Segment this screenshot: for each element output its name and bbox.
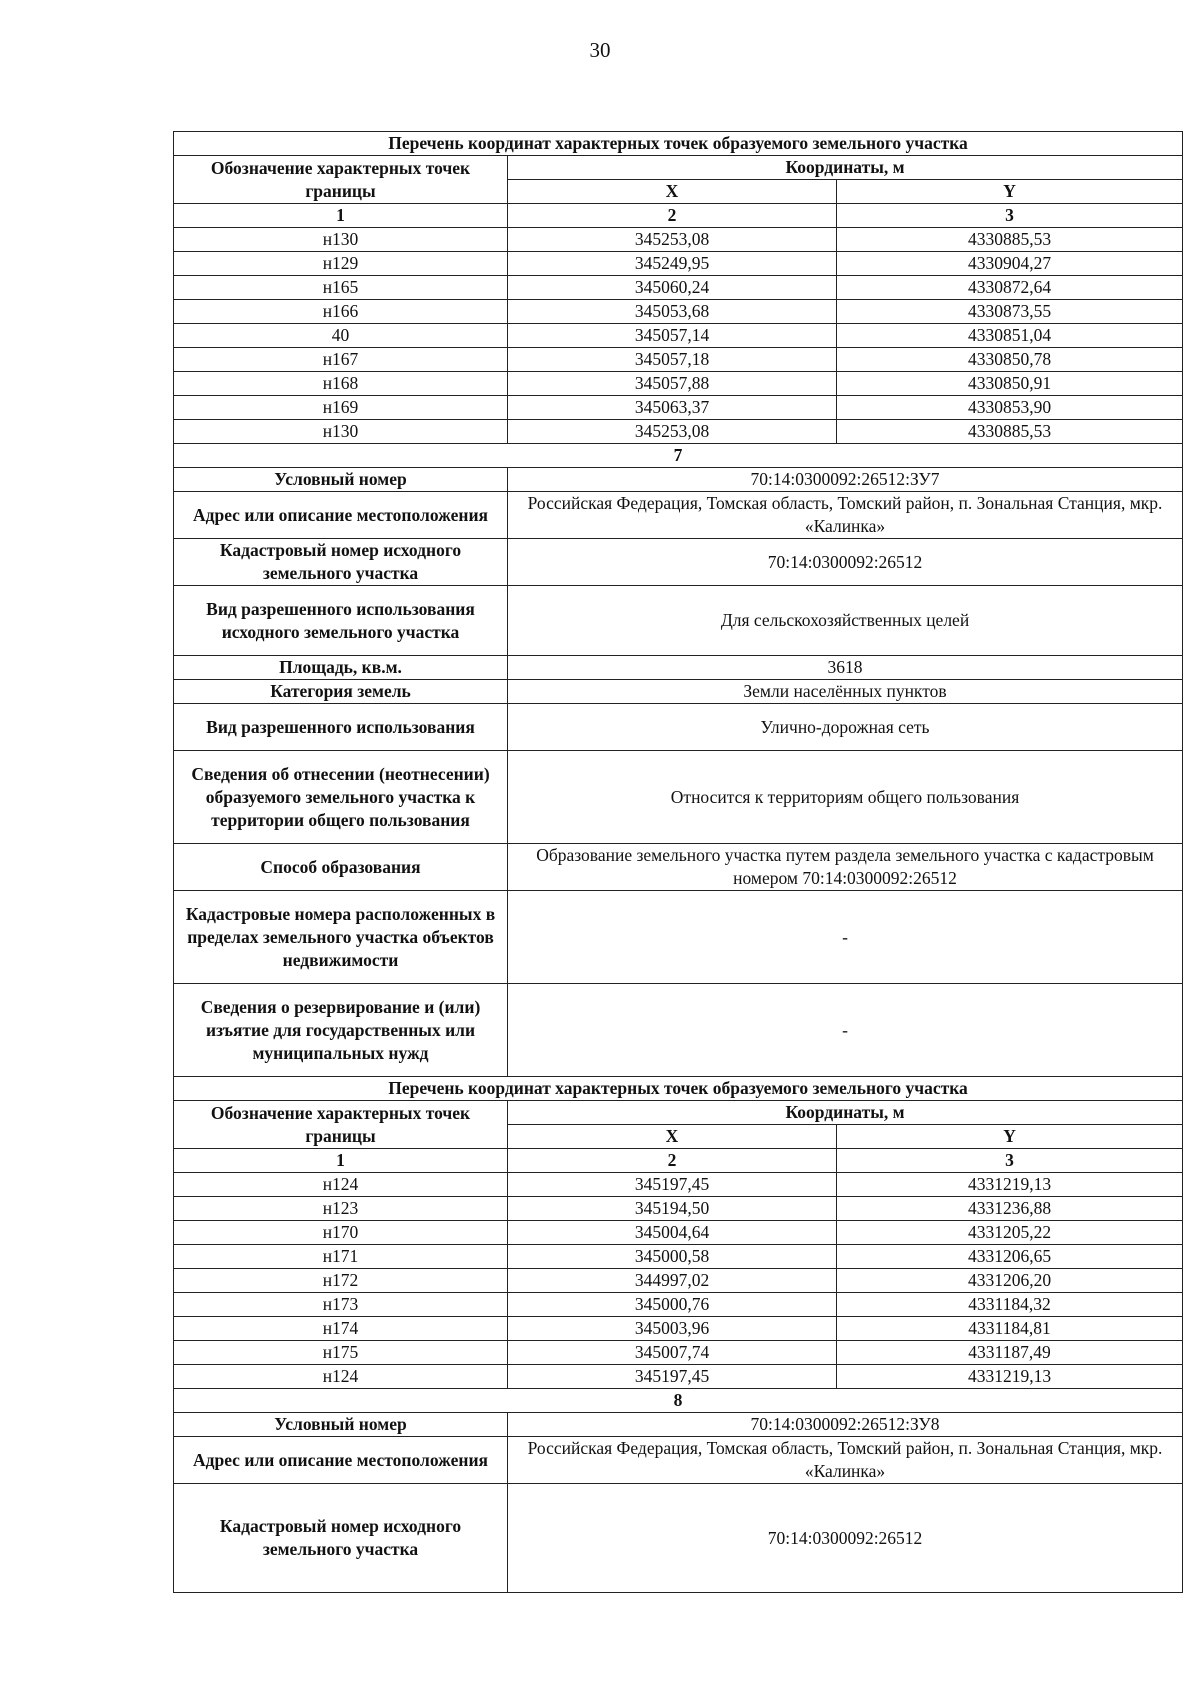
- field-value: -: [508, 891, 1183, 984]
- x-header: X: [508, 1125, 837, 1149]
- table-row: [174, 348, 1183, 372]
- table-row: [174, 1245, 1183, 1269]
- plot-number-8: 8: [174, 1389, 1183, 1413]
- coord-x: 345253,08: [508, 420, 837, 444]
- field-label: Адрес или описание местоположения: [174, 492, 508, 539]
- page-number: 30: [589, 38, 611, 62]
- column-number-3: 3: [837, 1149, 1183, 1173]
- y-header: Y: [837, 1125, 1183, 1149]
- coord-y: 4331219,13: [837, 1365, 1183, 1389]
- coord-x: 345057,14: [508, 324, 837, 348]
- point-id: н171: [174, 1245, 508, 1269]
- point-id: н130: [174, 228, 508, 252]
- point-id: н169: [174, 396, 508, 420]
- y-header: Y: [837, 180, 1183, 204]
- coord-y: 4330873,55: [837, 300, 1183, 324]
- coord-x: 345000,76: [508, 1293, 837, 1317]
- field-label: Вид разрешенного использования: [174, 704, 508, 751]
- field-label: Способ образования: [174, 844, 508, 891]
- coords-title-2: Перечень координат характерных точек образуемого земельного участка: [174, 1077, 1183, 1101]
- coord-y: 4331236,88: [837, 1197, 1183, 1221]
- table-row: [174, 276, 1183, 300]
- field-value: Для сельскохозяйственных целей: [508, 586, 1183, 656]
- point-id: н123: [174, 1197, 508, 1221]
- coord-y: 4330853,90: [837, 396, 1183, 420]
- coord-x: 345007,74: [508, 1341, 837, 1365]
- field-label: Кадастровый номер исходного земельного участка: [174, 539, 508, 586]
- field-value: Относится к территориям общего пользования: [508, 751, 1183, 844]
- coordinates-header: Координаты, м: [508, 1101, 1183, 1125]
- point-id: н175: [174, 1341, 508, 1365]
- table-row: [174, 300, 1183, 324]
- field-label: Адрес или описание местоположения: [174, 1437, 508, 1484]
- field-label: Сведения о резервирование и (или) изъятие для государственных или муниципальных нужд: [174, 984, 508, 1077]
- coord-x: 345060,24: [508, 276, 837, 300]
- point-id: н168: [174, 372, 508, 396]
- table-row: [174, 1341, 1183, 1365]
- coord-x: 345253,08: [508, 228, 837, 252]
- point-designation-header: Обозначение характерных точек границы: [174, 1101, 508, 1149]
- coord-x: 345249,95: [508, 252, 837, 276]
- field-label: Кадастровый номер исходного земельного участка: [174, 1484, 508, 1593]
- coord-y: 4330851,04: [837, 324, 1183, 348]
- table-row: [174, 1173, 1183, 1197]
- table-row: [174, 324, 1183, 348]
- coord-x: 345063,37: [508, 396, 837, 420]
- field-value: 70:14:0300092:26512:ЗУ8: [508, 1413, 1183, 1437]
- table-row: [174, 1317, 1183, 1341]
- point-id: н124: [174, 1365, 508, 1389]
- point-id: н129: [174, 252, 508, 276]
- coord-x: 345000,58: [508, 1245, 837, 1269]
- coord-y: 4330885,53: [837, 228, 1183, 252]
- table-row: [174, 1269, 1183, 1293]
- point-id: н173: [174, 1293, 508, 1317]
- field-value: 70:14:0300092:26512: [508, 1484, 1183, 1593]
- column-number-1: 1: [174, 1149, 508, 1173]
- field-label: Площадь, кв.м.: [174, 656, 508, 680]
- field-value: 3618: [508, 656, 1183, 680]
- table-row: [174, 228, 1183, 252]
- table-row: [174, 1221, 1183, 1245]
- point-id: н170: [174, 1221, 508, 1245]
- field-value: Земли населённых пунктов: [508, 680, 1183, 704]
- field-label: Условный номер: [174, 1413, 508, 1437]
- coord-y: 4330904,27: [837, 252, 1183, 276]
- table-row: [174, 1293, 1183, 1317]
- field-value: 70:14:0300092:26512:ЗУ7: [508, 468, 1183, 492]
- field-value: -: [508, 984, 1183, 1077]
- field-label: Вид разрешенного использования исходного земельного участка: [174, 586, 508, 656]
- coord-x: 345004,64: [508, 1221, 837, 1245]
- point-id: н166: [174, 300, 508, 324]
- field-value: Образование земельного участка путем раздела земельного участка с кадастровым номером 70:14:0300092:26512: [508, 844, 1183, 891]
- table-row: [174, 372, 1183, 396]
- column-number-2: 2: [508, 1149, 837, 1173]
- table-row: [174, 1197, 1183, 1221]
- field-label: Категория земель: [174, 680, 508, 704]
- field-label: Сведения об отнесении (неотнесении) образуемого земельного участка к территории общего пользования: [174, 751, 508, 844]
- coord-y: 4330850,91: [837, 372, 1183, 396]
- coord-y: 4330872,64: [837, 276, 1183, 300]
- coordinates-header: Координаты, м: [508, 156, 1183, 180]
- coords-title-1: Перечень координат характерных точек образуемого земельного участка: [174, 132, 1183, 156]
- coord-x: 345197,45: [508, 1173, 837, 1197]
- point-id: н174: [174, 1317, 508, 1341]
- plot-number-7: 7: [174, 444, 1183, 468]
- field-value: 70:14:0300092:26512: [508, 539, 1183, 586]
- field-value: Российская Федерация, Томская область, Томский район, п. Зональная Станция, мкр. «Калинка»: [508, 1437, 1183, 1484]
- column-number-1: 1: [174, 204, 508, 228]
- point-id: 40: [174, 324, 508, 348]
- column-number-2: 2: [508, 204, 837, 228]
- coord-x: 345003,96: [508, 1317, 837, 1341]
- point-designation-header: Обозначение характерных точек границы: [174, 156, 508, 204]
- land-plots-table: [173, 131, 1183, 1593]
- field-label: Кадастровые номера расположенных в пределах земельного участка объектов недвижимости: [174, 891, 508, 984]
- coord-y: 4331206,20: [837, 1269, 1183, 1293]
- point-id: н165: [174, 276, 508, 300]
- point-id: н167: [174, 348, 508, 372]
- point-id: н124: [174, 1173, 508, 1197]
- coord-x: 345053,68: [508, 300, 837, 324]
- coord-x: 345197,45: [508, 1365, 837, 1389]
- field-value: Российская Федерация, Томская область, Томский район, п. Зональная Станция, мкр. «Калинка»: [508, 492, 1183, 539]
- table-row: [174, 396, 1183, 420]
- coord-y: 4330885,53: [837, 420, 1183, 444]
- field-label: Условный номер: [174, 468, 508, 492]
- table-row: [174, 1365, 1183, 1389]
- coord-y: 4331205,22: [837, 1221, 1183, 1245]
- point-id: н130: [174, 420, 508, 444]
- coord-y: 4331206,65: [837, 1245, 1183, 1269]
- table-row: [174, 252, 1183, 276]
- coord-y: 4331184,32: [837, 1293, 1183, 1317]
- column-number-3: 3: [837, 204, 1183, 228]
- coord-y: 4331219,13: [837, 1173, 1183, 1197]
- coord-y: 4331184,81: [837, 1317, 1183, 1341]
- coord-y: 4330850,78: [837, 348, 1183, 372]
- point-id: н172: [174, 1269, 508, 1293]
- coord-x: 345194,50: [508, 1197, 837, 1221]
- x-header: X: [508, 180, 837, 204]
- table-row: [174, 420, 1183, 444]
- coord-x: 345057,18: [508, 348, 837, 372]
- coord-x: 344997,02: [508, 1269, 837, 1293]
- field-value: Улично-дорожная сеть: [508, 704, 1183, 751]
- coord-x: 345057,88: [508, 372, 837, 396]
- coord-y: 4331187,49: [837, 1341, 1183, 1365]
